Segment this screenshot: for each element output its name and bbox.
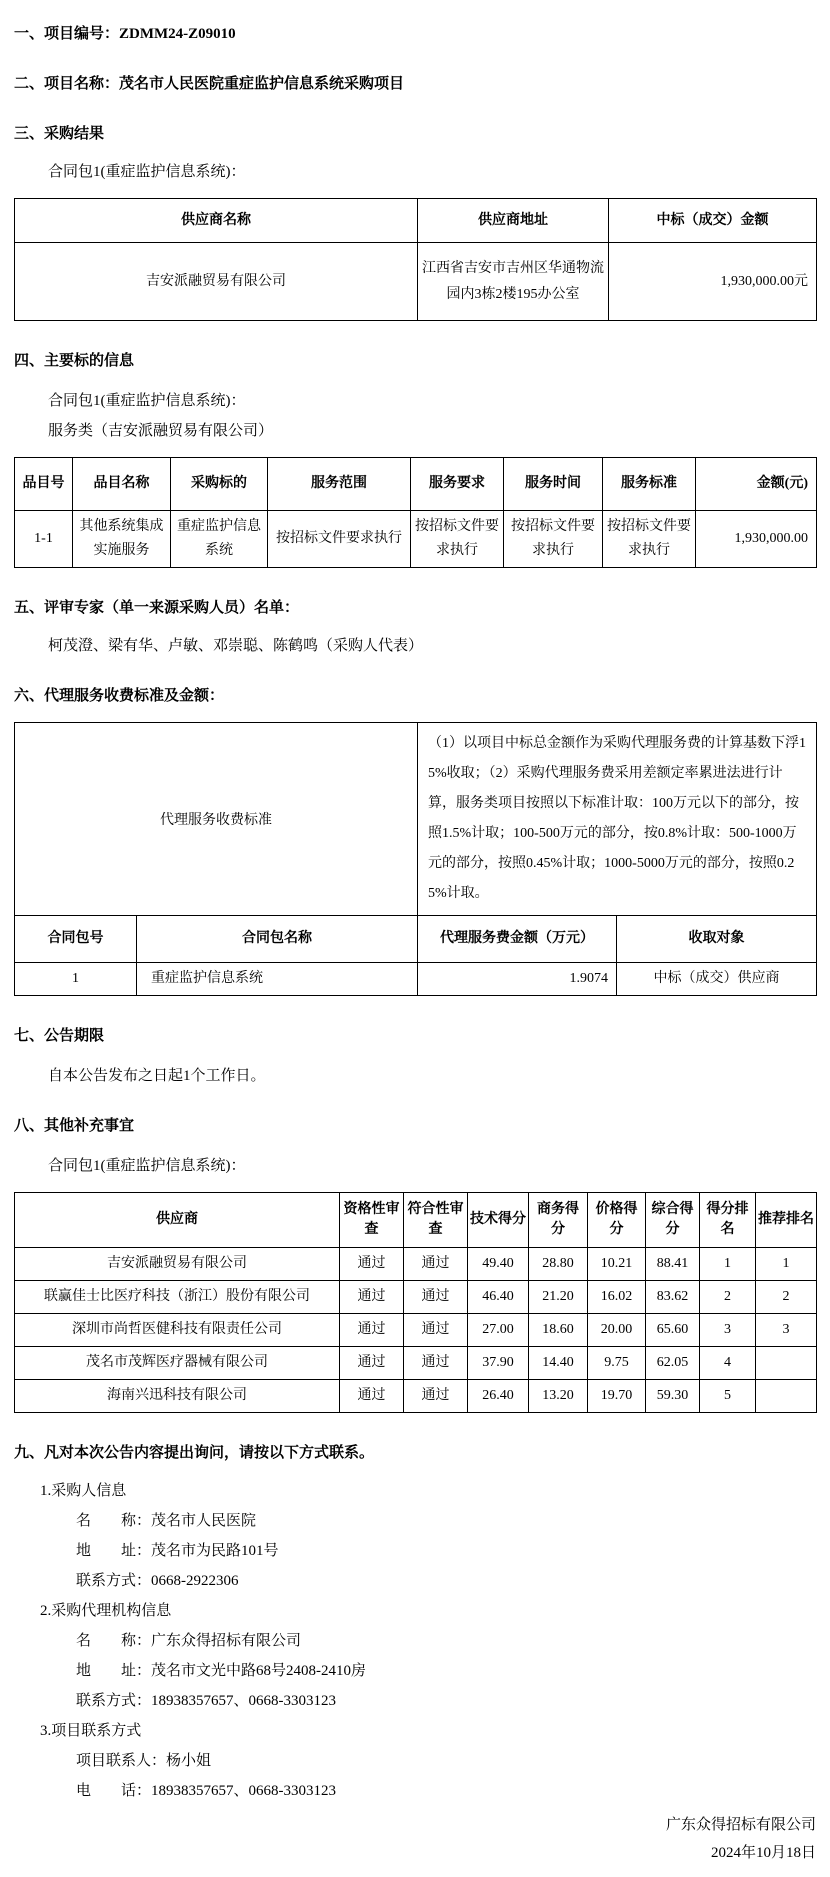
score-qualification: 通过 [340, 1347, 404, 1380]
fee-standard-label: 代理服务收费标准 [15, 723, 418, 916]
score-table-row-3 [15, 1314, 817, 1347]
subject-service-time: 按招标文件要求执行 [504, 511, 603, 568]
section-project-name-heading: 二、项目名称：茂名市人民医院重症监护信息系统采购项目 [14, 76, 405, 92]
result-supplier-address: 江西省吉安市吉州区华通物流园内3栋2楼195办公室 [418, 243, 609, 321]
score-table-header-row [15, 1193, 817, 1248]
score-conformity: 通过 [404, 1380, 468, 1413]
score-rank: 3 [700, 1314, 756, 1347]
fee-table-header-row [15, 916, 817, 963]
score-header-supplier: 供应商 [15, 1193, 340, 1248]
subject-header-service-standard: 服务标准 [603, 458, 696, 511]
subject-header-item-no: 品目号 [15, 458, 73, 511]
subject-item-no: 1-1 [15, 511, 73, 568]
agency-fee-table [14, 722, 817, 996]
score-qualification: 通过 [340, 1281, 404, 1314]
score-qualification: 通过 [340, 1380, 404, 1413]
project-contact-person: 项目联系人：杨小姐 [76, 1753, 212, 1769]
announcement-period-text: 自本公告发布之日起1个工作日。 [48, 1068, 266, 1084]
result-supplier-name: 吉安派融贸易有限公司 [15, 243, 418, 321]
section-experts-heading: 五、评审专家（单一来源采购人员）名单： [14, 600, 300, 616]
score-supplier: 茂名市茂辉医疗器械有限公司 [15, 1347, 340, 1380]
score-header-price-score: 价格得分 [588, 1193, 646, 1248]
score-price: 9.75 [588, 1347, 646, 1380]
agency-name: 名 称：广东众得招标有限公司 [76, 1633, 302, 1649]
subject-category-label: 服务类（吉安派融贸易有限公司） [48, 423, 274, 439]
result-header-supplier-name: 供应商名称 [15, 199, 418, 243]
score-price: 10.21 [588, 1248, 646, 1281]
result-table-header-row [15, 199, 817, 243]
section-procurement-result-heading: 三、采购结果 [14, 126, 105, 142]
subject-header-amount: 金额(元) [696, 458, 817, 511]
score-conformity: 通过 [404, 1347, 468, 1380]
score-package-label: 合同包1(重症监护信息系统)： [48, 1158, 246, 1174]
score-header-business-score: 商务得分 [529, 1193, 588, 1248]
score-qualification: 通过 [340, 1314, 404, 1347]
agency-info-title: 2.采购代理机构信息 [40, 1603, 172, 1619]
score-business: 14.40 [529, 1347, 588, 1380]
agency-contact: 联系方式：18938357657、0668-3303123 [76, 1693, 336, 1709]
subject-package-label: 合同包1(重症监护信息系统)： [48, 393, 246, 409]
score-table-row-2 [15, 1281, 817, 1314]
subject-item-name: 其他系统集成实施服务 [73, 511, 171, 568]
result-header-award-amount: 中标（成交）金额 [609, 199, 817, 243]
fee-standard-row [15, 723, 817, 916]
score-technical: 46.40 [468, 1281, 529, 1314]
score-total: 83.62 [646, 1281, 700, 1314]
score-price: 19.70 [588, 1380, 646, 1413]
score-total: 65.60 [646, 1314, 700, 1347]
fee-amount: 1.9074 [418, 963, 617, 996]
fee-header-fee-amount: 代理服务费金额（万元） [418, 916, 617, 963]
fee-standard-text: （1）以项目中标总金额作为采购代理服务费的计算基数下浮15%收取；（2）采购代理服务费采用差额定率累进法进行计算，服务类项目按照以下标准计取：100万元以下的部分，按照1.5%计取；100-500万元的部分，按0.8%计取：500-1000万元的部分，按照0.45%计取；1000-5000万元的部分，按照0.25%计取。 [418, 723, 817, 916]
score-conformity: 通过 [404, 1314, 468, 1347]
footer-date: 2024年10月18日 [710, 1845, 816, 1861]
subject-table-header-row [15, 458, 817, 511]
score-supplier: 联赢佳士比医疗科技（浙江）股份有限公司 [15, 1281, 340, 1314]
subject-service-requirement: 按招标文件要求执行 [411, 511, 504, 568]
fee-header-package-name: 合同包名称 [137, 916, 418, 963]
score-rank: 2 [700, 1281, 756, 1314]
score-business: 18.60 [529, 1314, 588, 1347]
section-announcement-period-heading: 七、公告期限 [14, 1028, 105, 1044]
score-technical: 37.90 [468, 1347, 529, 1380]
subject-header-service-scope: 服务范围 [268, 458, 411, 511]
score-table-row-1 [15, 1248, 817, 1281]
result-table-row [15, 243, 817, 321]
score-technical: 27.00 [468, 1314, 529, 1347]
fee-package-no: 1 [15, 963, 137, 996]
score-rank: 1 [700, 1248, 756, 1281]
subject-header-item-name: 品目名称 [73, 458, 171, 511]
score-table-row-5 [15, 1380, 817, 1413]
score-conformity: 通过 [404, 1248, 468, 1281]
result-header-supplier-address: 供应商地址 [418, 199, 609, 243]
score-recommend-rank: 3 [756, 1314, 817, 1347]
score-header-technical-score: 技术得分 [468, 1193, 529, 1248]
subject-amount: 1,930,000.00 [696, 511, 817, 568]
fee-header-charged-party: 收取对象 [617, 916, 817, 963]
agency-address: 地 址：茂名市文光中路68号2408-2410房 [76, 1663, 366, 1679]
score-total: 88.41 [646, 1248, 700, 1281]
score-total: 59.30 [646, 1380, 700, 1413]
score-supplier: 深圳市尚哲医健科技有限责任公司 [15, 1314, 340, 1347]
purchaser-info-title: 1.采购人信息 [40, 1483, 127, 1499]
score-supplier: 吉安派融贸易有限公司 [15, 1248, 340, 1281]
subject-header-service-time: 服务时间 [504, 458, 603, 511]
subject-target: 重症监护信息系统 [171, 511, 268, 568]
score-technical: 26.40 [468, 1380, 529, 1413]
footer-company-signature: 广东众得招标有限公司 [665, 1817, 816, 1833]
purchaser-name: 名 称：茂名市人民医院 [76, 1513, 257, 1529]
purchaser-address: 地 址：茂名市为民路101号 [76, 1543, 279, 1559]
subject-header-service-requirement: 服务要求 [411, 458, 504, 511]
purchaser-contact: 联系方式：0668-2922306 [76, 1573, 239, 1589]
score-header-recommend-rank: 推荐排名 [756, 1193, 817, 1248]
fee-charged-party: 中标（成交）供应商 [617, 963, 817, 996]
score-business: 21.20 [529, 1281, 588, 1314]
subject-service-scope: 按招标文件要求执行 [268, 511, 411, 568]
fee-table-row [15, 963, 817, 996]
score-supplier: 海南兴迅科技有限公司 [15, 1380, 340, 1413]
score-conformity: 通过 [404, 1281, 468, 1314]
fee-package-name: 重症监护信息系统 [137, 963, 418, 996]
score-rank: 4 [700, 1347, 756, 1380]
score-recommend-rank: 2 [756, 1281, 817, 1314]
score-recommend-rank: 1 [756, 1248, 817, 1281]
score-technical: 49.40 [468, 1248, 529, 1281]
supplier-score-table [14, 1192, 817, 1413]
subject-header-target: 采购标的 [171, 458, 268, 511]
score-header-score-rank: 得分排名 [700, 1193, 756, 1248]
score-business: 13.20 [529, 1380, 588, 1413]
subject-table-row [15, 511, 817, 568]
section-subject-info-heading: 四、主要标的信息 [14, 353, 135, 369]
section-agency-fee-heading: 六、代理服务收费标准及金额： [14, 688, 225, 704]
subject-service-standard: 按招标文件要求执行 [603, 511, 696, 568]
project-contact-title: 3.项目联系方式 [40, 1723, 142, 1739]
score-price: 16.02 [588, 1281, 646, 1314]
score-total: 62.05 [646, 1347, 700, 1380]
score-price: 20.00 [588, 1314, 646, 1347]
score-rank: 5 [700, 1380, 756, 1413]
score-header-total-score: 综合得分 [646, 1193, 700, 1248]
score-header-conformity-review: 符合性审查 [404, 1193, 468, 1248]
experts-list: 柯茂澄、梁有华、卢敏、邓崇聪、陈鹤鸣（采购人代表） [48, 638, 424, 654]
section-supplementary-heading: 八、其他补充事宜 [14, 1118, 135, 1134]
score-header-qualification-review: 资格性审查 [340, 1193, 404, 1248]
project-contact-phone: 电 话：18938357657、0668-3303123 [76, 1783, 336, 1799]
result-award-amount: 1,930,000.00元 [609, 243, 817, 321]
section-project-number-heading: 一、项目编号：ZDMM24-Z09010 [14, 26, 236, 42]
score-qualification: 通过 [340, 1248, 404, 1281]
subject-info-table [14, 457, 817, 568]
score-recommend-rank [756, 1347, 817, 1380]
procurement-result-table [14, 198, 817, 321]
fee-header-package-no: 合同包号 [15, 916, 137, 963]
score-business: 28.80 [529, 1248, 588, 1281]
score-recommend-rank [756, 1380, 817, 1413]
result-package-label: 合同包1(重症监护信息系统)： [48, 164, 246, 180]
score-table-row-4 [15, 1347, 817, 1380]
section-contact-heading: 九、凡对本次公告内容提出询问，请按以下方式联系。 [14, 1445, 375, 1461]
